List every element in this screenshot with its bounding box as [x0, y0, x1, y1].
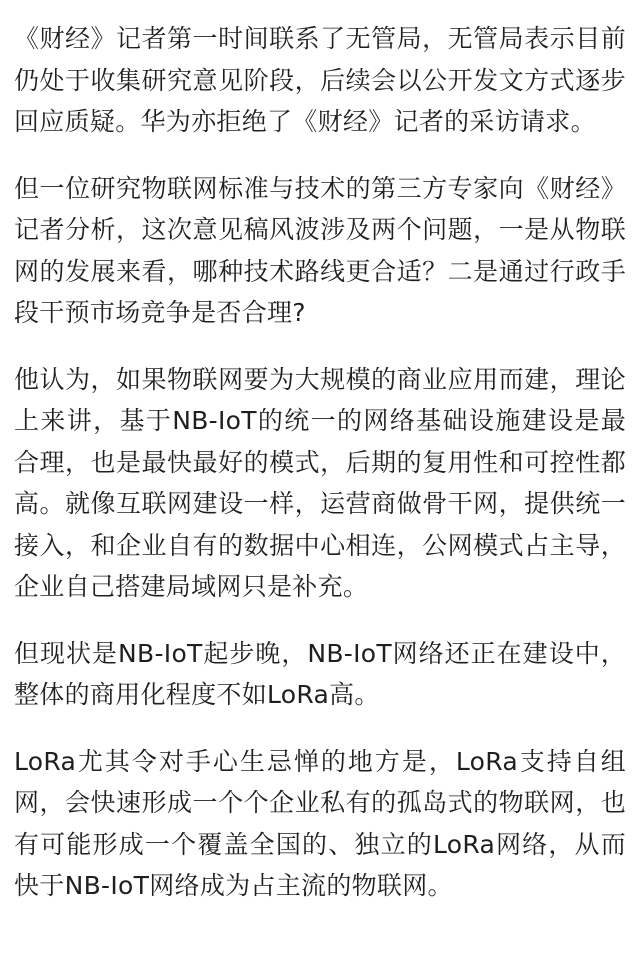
paragraph-5: LoRa尤其令对手心生忌惮的地方是，LoRa支持自组网，会快速形成一个个企业私有的孤岛式的物联网，也有可能形成一个覆盖全国的、独立的LoRa网络，从而快于NB-IoT网络成为占主流的物联网。	[14, 746, 626, 900]
paragraph-4: 但现状是NB-IoT起步晚，NB-IoT网络还正在建设中，整体的商用化程度不如LoRa高。	[14, 638, 626, 709]
paragraph-2: 但一位研究物联网标准与技术的第三方专家向《财经》记者分析，这次意见稿风波涉及两个问题，一是从物联网的发展来看，哪种技术路线更合适？二是通过行政手段干预市场竞争是否合理?	[14, 173, 626, 327]
paragraph-1: 《财经》记者第一时间联系了无管局，无管局表示目前仍处于收集研究意见阶段，后续会以公开发文方式逐步回应质疑。华为亦拒绝了《财经》记者的采访请求。	[14, 24, 626, 136]
paragraph-3: 他认为，如果物联网要为大规模的商业应用而建，理论上来讲，基于NB-IoT的统一的网络基础设施建设是最合理，也是最快最好的模式，后期的复用性和可控性都高。就像互联网建设一样，运营商做骨干网，提供统一接入，和企业自有的数据中心相连，公网模式占主导，企业自己搭建局域网只是补充。	[14, 364, 626, 601]
